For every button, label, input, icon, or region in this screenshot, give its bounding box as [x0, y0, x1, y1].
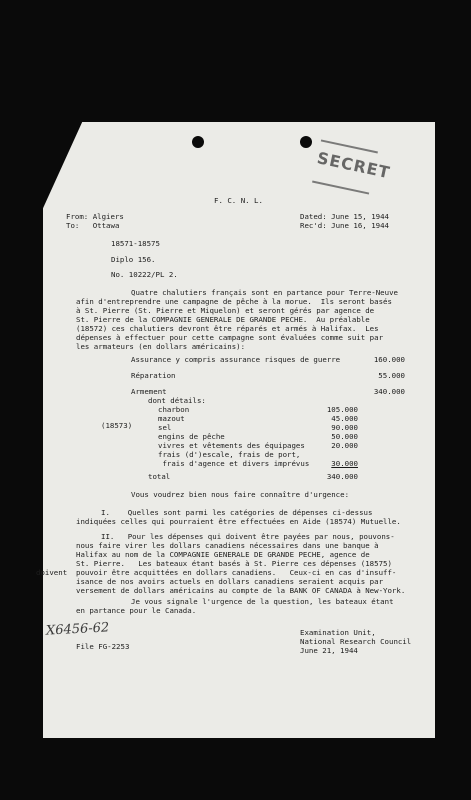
closing-line: en partance pour le Canada. — [76, 606, 197, 615]
signature-line: National Research Council — [300, 637, 412, 646]
closing-line: Je vous signale l'urgence de la question, les bateaux étant — [131, 597, 394, 606]
dated-line: Dated: June 15, 1944 — [300, 212, 389, 221]
list-item: frais (d')escale, frais de port, — [158, 450, 301, 459]
from-line: From: Algiers — [66, 212, 124, 221]
armement-amount: 340.000 — [373, 387, 405, 396]
text-line: dépenses à effectuer pour cette campagne sont évaluées comme suit par — [76, 333, 384, 342]
list-item: charbon — [158, 405, 190, 414]
punch-hole — [192, 136, 204, 148]
ref-18573: (18573) — [101, 421, 133, 430]
list-item-amount: 50.000 — [331, 432, 358, 441]
file-number: File FG-2253 — [76, 642, 130, 651]
question-1-line: I. Quelles sont parmi les catégories de dépenses ci-dessus — [101, 508, 373, 517]
text-line: les armateurs (en dollars américains): — [76, 342, 246, 351]
total-label: total — [148, 472, 171, 481]
list-item-amount: 45.000 — [331, 414, 358, 423]
received-line: Rec'd: June 16, 1944 — [300, 221, 389, 230]
text-line: St. Pierre de la COMPAGNIE GENERALE DE GRANDE PECHE. Au préalable — [76, 315, 370, 324]
question-2-line: Halifax au nom de la COMPAGNIE GENERALE DE GRANDE PECHE, agence de — [76, 550, 370, 559]
question-2-line: nous faire virer les dollars canadiens nécessaires dans une banque à — [76, 541, 379, 550]
reparation-label: Réparation — [131, 371, 176, 380]
question-2-line: versement de dollars américains au compte de la BANK OF CANADA à New-York. — [76, 586, 406, 595]
reparation-amount: 55.000 — [378, 371, 405, 380]
question-1-line: indiquées celles qui pourraient être effectuées en Aide (18574) Mutuelle. — [76, 517, 401, 526]
punch-hole — [300, 136, 312, 148]
question-2-line: St. Pierre. Les bateaux étant basés à St. Pierre ces dépenses (18575) — [76, 559, 392, 568]
text-line: à St. Pierre (St. Pierre et Miquelon) et seront gérés par agence de — [76, 306, 375, 315]
header-title: F. C. N. L. — [214, 196, 263, 205]
signature-line: Examination Unit, — [300, 628, 376, 637]
list-item-amount: 90.000 — [331, 423, 358, 432]
list-item-amount: 30.000 — [331, 459, 358, 468]
urgence-line: Vous voudrez bien nous faire connaître d'urgence: — [131, 490, 350, 499]
question-2-line: II. Pour les dépenses qui doivent être payées par nous, pouvons- — [101, 532, 395, 541]
list-item: vivres et vêtements des équipages — [158, 441, 305, 450]
handwritten-number: X6456-62 — [45, 620, 110, 639]
serial-ref: 18571-18575 — [111, 239, 160, 248]
number-ref: No. 10222/PL 2. — [111, 270, 178, 279]
text-line: afin d'entreprendre une campagne de pêche à la morue. Ils seront basés — [76, 297, 392, 306]
list-item-amount: 20.000 — [331, 441, 358, 450]
to-line: To: Ottawa — [66, 221, 120, 230]
text-line: Quatre chalutiers français sont en partance pour Terre-Neuve — [131, 288, 398, 297]
assurance-label: Assurance y compris assurance risques de guerre — [131, 355, 341, 364]
text-line: (18572) ces chalutiers devront être réparés et armés à Halifax. Les — [76, 324, 379, 333]
doivent-word: doivent — [36, 568, 68, 577]
question-2-line: pouvoir être acquittées en dollars canadiens. Ceux-ci en cas d'insuff- — [76, 568, 397, 577]
list-item: sel — [158, 423, 172, 432]
list-item: frais d'agence et divers imprévus — [158, 459, 310, 468]
assurance-amount: 160.000 — [373, 355, 405, 364]
diplo-ref: Diplo 156. — [111, 255, 156, 264]
question-2-line: isance de nos avoirs actuels en dollars canadiens seraient acquis par — [76, 577, 384, 586]
details-label: dont détails: — [148, 396, 206, 405]
signature-line: June 21, 1944 — [300, 646, 358, 655]
total-amount: 340.000 — [326, 472, 358, 481]
list-item: engins de pêche — [158, 432, 225, 441]
armement-label: Armement — [131, 387, 167, 396]
list-item-amount: 105.000 — [326, 405, 358, 414]
list-item: mazout — [158, 414, 185, 423]
secret-stamp: SECRET — [312, 139, 378, 194]
